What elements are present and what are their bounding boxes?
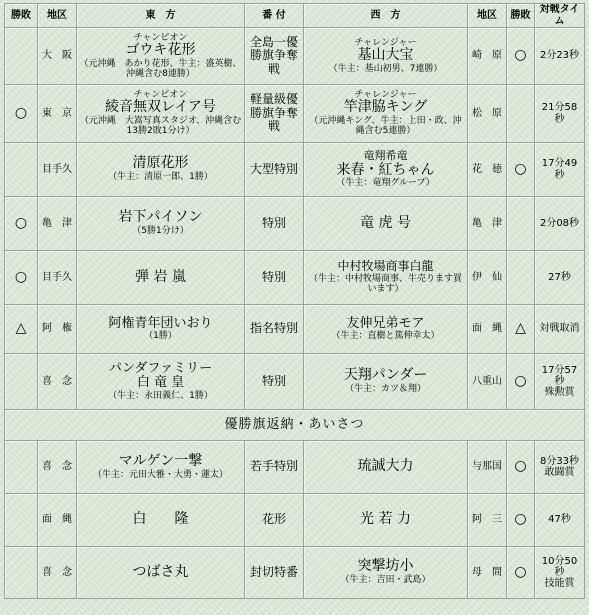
bout-time: 21分58秒 — [535, 85, 585, 143]
east-result — [5, 143, 38, 197]
west-result: ○ — [507, 28, 535, 85]
east-entry — [77, 251, 245, 305]
bout-row — [5, 547, 585, 599]
east-detail: （牛主：永田義仁、1勝） — [108, 390, 213, 401]
header-result-east: 勝敗 — [5, 4, 38, 28]
west-entry — [304, 441, 468, 494]
event-type: 全島一優勝旗争奪戦 — [245, 28, 304, 85]
west-name: 琉誠大力 — [357, 458, 414, 475]
award-label: 敢闘賞 — [544, 467, 575, 478]
west-entry — [304, 197, 468, 251]
header-east: 東 方 — [77, 4, 245, 28]
bout-row — [5, 197, 585, 251]
east-area: 大 阪 — [38, 28, 77, 85]
west-result: △ — [507, 305, 535, 354]
east-area: 喜 念 — [38, 354, 77, 410]
west-entry — [304, 354, 468, 410]
west-area: 花 徳 — [468, 143, 507, 197]
east-entry — [77, 143, 245, 197]
east-name: 白 竜 皇 — [136, 375, 185, 391]
west-entry — [304, 143, 468, 197]
east-detail: （1勝） — [144, 331, 177, 342]
east-title: チャンピオン — [133, 90, 188, 101]
award-label: 殊勲賞 — [544, 387, 575, 399]
east-result — [5, 354, 38, 410]
bout-row — [5, 494, 585, 547]
event-type: 特別 — [245, 251, 304, 305]
east-detail: （牛主：清原一郎、1勝） — [108, 172, 213, 183]
east-entry — [77, 547, 245, 599]
west-area: 崎 原 — [468, 28, 507, 85]
east-result: △ — [5, 305, 38, 354]
header-area-east: 地区 — [38, 4, 77, 28]
east-entry — [77, 85, 245, 143]
event-type: 花形 — [245, 494, 304, 547]
event-type: 特別 — [245, 197, 304, 251]
east-area: 喜 念 — [38, 547, 77, 599]
west-result: ○ — [507, 354, 535, 410]
bout-row — [5, 251, 585, 305]
east-result: ○ — [5, 85, 38, 143]
bout-results-table — [4, 3, 585, 599]
west-title: 竜翔希竜 — [363, 149, 408, 163]
west-result — [507, 85, 535, 143]
west-name: 竿津脇キング — [343, 99, 428, 116]
west-result — [507, 197, 535, 251]
east-name: 岩下パイソン — [118, 209, 203, 226]
west-detail: （牛主：基山初男、7連勝） — [328, 63, 443, 74]
bout-time — [535, 441, 585, 494]
east-detail: （5勝1分け） — [132, 226, 189, 237]
bout-time: 17分49秒 — [535, 143, 585, 197]
east-entry — [77, 354, 245, 410]
event-type: 軽量級優勝旗争奪戦 — [245, 85, 304, 143]
header-west: 西 方 — [304, 4, 468, 28]
east-area: 喜 念 — [38, 441, 77, 494]
award-label: 技能賞 — [544, 578, 575, 590]
west-detail: （牛主：吉田・武島） — [340, 575, 431, 586]
east-name: 綾音無双レイア号 — [105, 99, 216, 116]
west-name: 基山大宝 — [357, 47, 414, 64]
bout-time-value: 17分57秒 — [541, 364, 578, 387]
east-entry — [77, 441, 245, 494]
west-area: 八重山 — [468, 354, 507, 410]
east-title: チャンピオン — [133, 32, 188, 43]
bout-row — [5, 28, 585, 85]
east-result — [5, 494, 38, 547]
west-area: 母 間 — [468, 547, 507, 599]
west-name: 光 若 力 — [360, 511, 411, 528]
bout-time: 対戦取消 — [535, 305, 585, 354]
bout-time: 2分08秒 — [535, 197, 585, 251]
east-entry — [77, 28, 245, 85]
bout-row — [5, 354, 585, 410]
west-area: 面 縄 — [468, 305, 507, 354]
west-detail: （牛主：カツ＆翔） — [344, 384, 426, 395]
west-area: 伊 仙 — [468, 251, 507, 305]
event-type: 特別 — [245, 354, 304, 410]
east-name: ゴウキ花形 — [125, 41, 196, 58]
east-entry — [77, 494, 245, 547]
bout-row — [5, 305, 585, 354]
section-label: 優勝旗返納・あいさつ — [5, 410, 585, 441]
east-area: 目手久 — [38, 143, 77, 197]
west-entry — [304, 305, 468, 354]
west-detail: （牛主：中村牧場商事、牛売ります買います） — [308, 273, 462, 295]
east-detail: （元沖縄 あかり花形、牛主：盛英樹、沖縄含む8連勝） — [79, 58, 242, 79]
bout-row — [5, 85, 585, 143]
west-name: 突撃坊小 — [357, 558, 414, 575]
bout-time: 27秒 — [535, 251, 585, 305]
bout-time-value: 10分50秒 — [541, 555, 578, 578]
event-type: 大型特別 — [245, 143, 304, 197]
bout-time-value: 8分33秒 — [539, 455, 580, 467]
bout-time — [535, 547, 585, 599]
west-area: 与那国 — [468, 441, 507, 494]
west-name: 竜 虎 号 — [360, 214, 411, 231]
bout-time — [535, 354, 585, 410]
west-detail: （元沖縄キング、牛主：上田・政、沖縄含む5連勝） — [309, 116, 462, 137]
header-row — [5, 4, 585, 28]
east-detail: （元沖縄 大嵩写真スタジオ、沖縄含む13勝2敗1分け） — [79, 116, 242, 137]
west-result: ○ — [507, 547, 535, 599]
west-detail: （牛主：直樹と篤伸幸太） — [331, 331, 440, 342]
east-entry — [77, 305, 245, 354]
east-name: 弾 岩 嵐 — [135, 268, 186, 285]
east-name: つばさ丸 — [132, 563, 189, 580]
event-type: 若手特別 — [245, 441, 304, 494]
east-result: ○ — [5, 251, 38, 305]
west-entry — [304, 251, 468, 305]
east-result: ○ — [5, 197, 38, 251]
west-name: 中村牧場商事白龍 — [337, 259, 434, 274]
east-name: 阿権青年団いおり — [108, 315, 213, 331]
header-event: 番 付 — [245, 4, 304, 28]
bout-time: 47秒 — [535, 494, 585, 547]
header-result-west: 勝敗 — [507, 4, 535, 28]
east-area: 目手久 — [38, 251, 77, 305]
west-name: 天翔パンダー — [343, 367, 428, 384]
west-title: チャレンジャー — [354, 90, 417, 101]
event-type: 指名特別 — [245, 305, 304, 354]
west-result: ○ — [507, 143, 535, 197]
west-entry — [304, 28, 468, 85]
bout-row — [5, 143, 585, 197]
west-entry — [304, 547, 468, 599]
west-title: チャレンジャー — [354, 37, 417, 48]
west-entry — [304, 85, 468, 143]
east-title: パンダファミリー — [108, 360, 213, 376]
west-area: 松 原 — [468, 85, 507, 143]
west-name: 来春・紅ちゃん — [336, 161, 435, 178]
east-result — [5, 441, 38, 494]
east-result — [5, 28, 38, 85]
west-entry — [304, 494, 468, 547]
section-row — [5, 410, 585, 441]
west-detail: （牛主：竜翔グループ） — [336, 178, 435, 189]
bout-row — [5, 441, 585, 494]
east-name: 白 隆 — [132, 511, 189, 528]
bout-time: 2分23秒 — [535, 28, 585, 85]
west-name: 友伸兄弟モア — [346, 315, 425, 331]
east-name: 清原花形 — [132, 155, 189, 172]
west-result: ○ — [507, 441, 535, 494]
east-area: 亀 津 — [38, 197, 77, 251]
east-detail: （牛主：元田大雅・大勇・蓮太） — [92, 469, 228, 480]
east-area: 東 京 — [38, 85, 77, 143]
header-time: 対戦タイム — [535, 4, 585, 28]
header-area-west: 地区 — [468, 4, 507, 28]
east-entry — [77, 197, 245, 251]
event-type: 封切特番 — [245, 547, 304, 599]
west-result — [507, 251, 535, 305]
west-area: 阿 三 — [468, 494, 507, 547]
west-result: ○ — [507, 494, 535, 547]
east-result — [5, 547, 38, 599]
west-area: 亀 津 — [468, 197, 507, 251]
east-name: マルゲン一撃 — [118, 452, 203, 469]
east-area: 阿 権 — [38, 305, 77, 354]
east-area: 面 縄 — [38, 494, 77, 547]
